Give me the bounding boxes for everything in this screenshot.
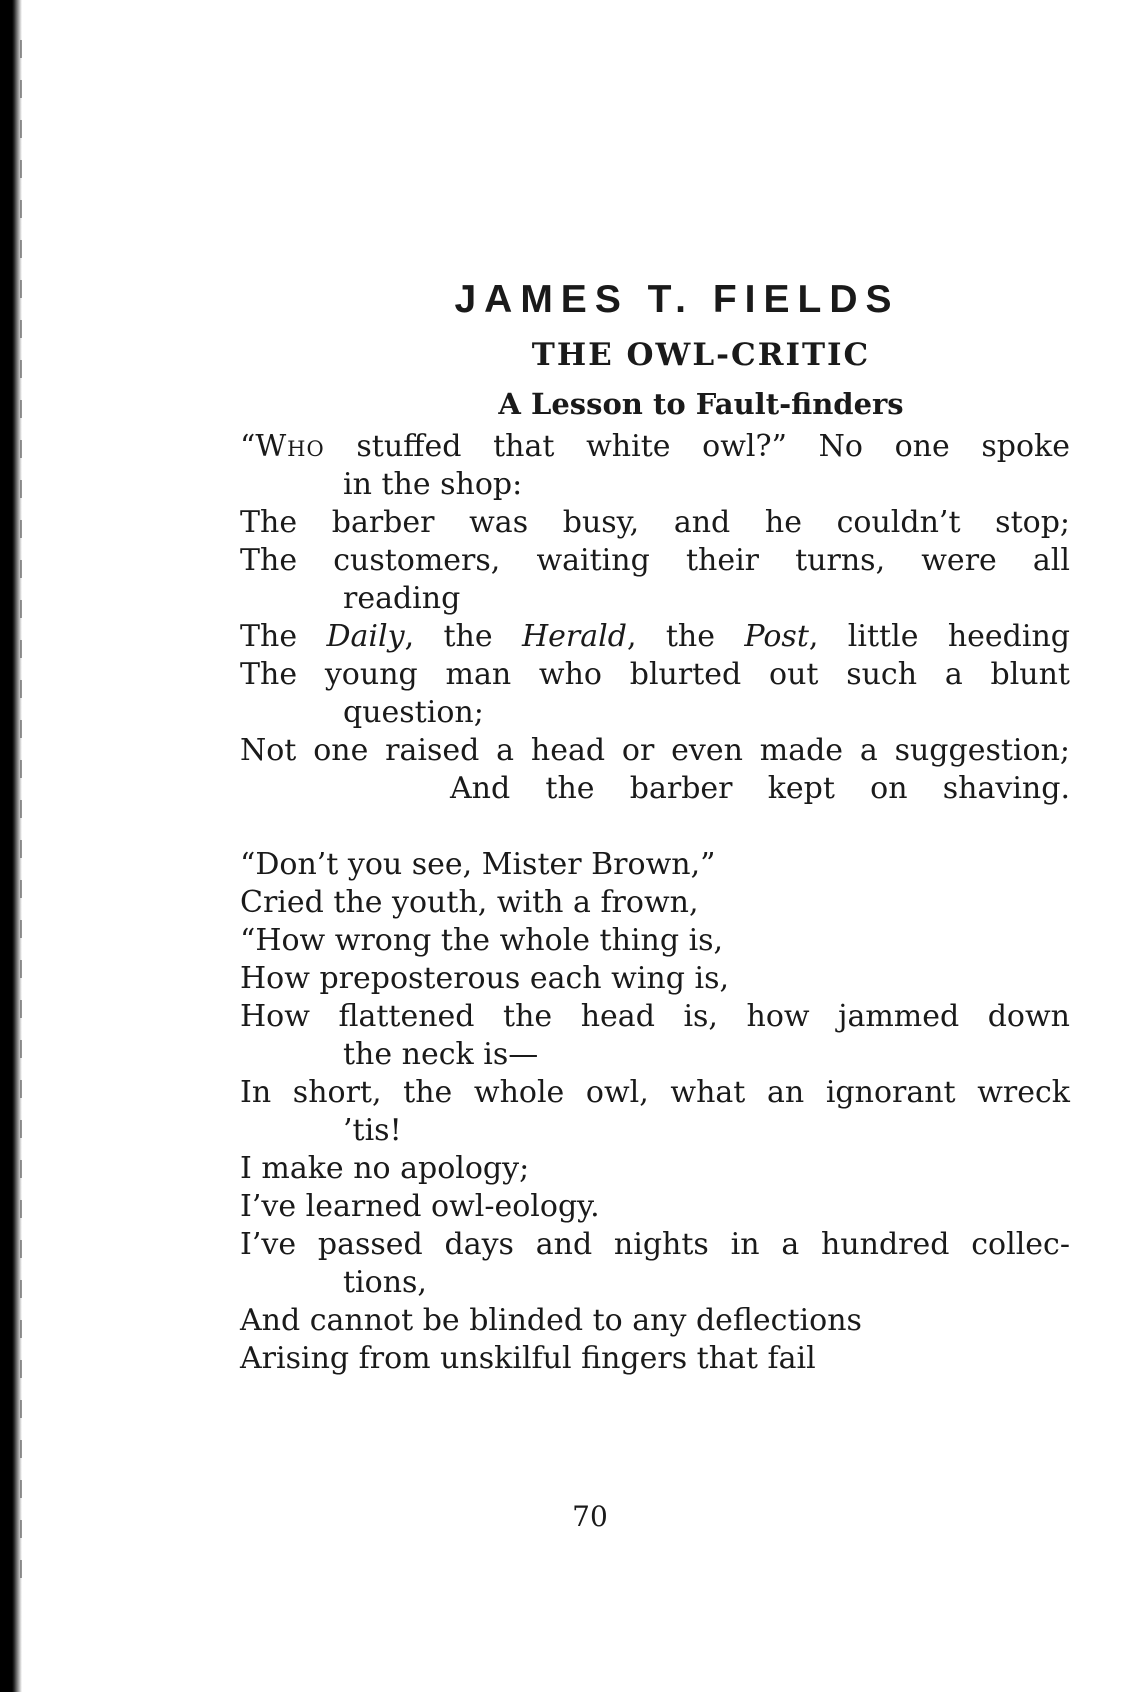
poem-line-continuation: tions, <box>343 1265 427 1300</box>
stanza-1 <box>240 428 1070 808</box>
newspaper-title: Post <box>744 619 809 654</box>
poem-line: “Who stuffed that white owl?” No one spoke <box>240 429 1070 464</box>
poem-line: The barber was busy, and he couldn’t stop; <box>240 505 1070 540</box>
poem-line: In short, the whole owl, what an ignorant wreck <box>240 1075 1070 1110</box>
poem-line: How flattened the head is, how jammed down <box>240 999 1070 1034</box>
page-number: 70 <box>572 1500 608 1533</box>
poem-line: I’ve passed days and nights in a hundred collec- <box>240 1227 1070 1262</box>
poem-line-continuation: ’tis! <box>343 1113 402 1148</box>
poem-line-continuation: in the shop: <box>343 467 523 502</box>
poem-line: The customers, waiting their turns, were all <box>240 543 1070 578</box>
book-page <box>240 270 1070 1378</box>
newspaper-title: Daily <box>326 619 405 654</box>
poem-line: Arising from unskilful fingers that fail <box>240 1341 816 1376</box>
poem-line: Cried the youth, with a frown, <box>240 885 699 920</box>
poem-line-continuation: the neck is— <box>343 1037 539 1072</box>
poem-line: “Don’t you see, Mister Brown,” <box>240 847 716 882</box>
poem-subtitle: A Lesson to Fault-finders <box>498 387 904 421</box>
poem-line: The Daily, the Herald, the Post, little heeding <box>240 619 1070 654</box>
poem-title: THE OWL-CRITIC <box>531 337 871 373</box>
author-heading: JAMES T. FIELDS <box>454 278 900 321</box>
poem-line-continuation: reading <box>343 581 461 616</box>
stanza-2 <box>240 846 1070 1378</box>
binding-edge <box>0 0 30 1692</box>
poem-line: “How wrong the whole thing is, <box>240 923 724 958</box>
poem-line-continuation: question; <box>343 695 484 730</box>
poem-line: Not one raised a head or even made a suggestion; <box>240 733 1070 768</box>
small-caps-word: Who <box>255 429 325 464</box>
poem-refrain: And the barber kept on shaving. <box>450 771 1070 806</box>
poem-line: I make no apology; <box>240 1151 530 1186</box>
poem-line: The young man who blurted out such a blunt <box>240 657 1070 692</box>
poem-line: I’ve learned owl-eology. <box>240 1189 600 1224</box>
newspaper-title: Herald <box>522 619 627 654</box>
poem-line: And cannot be blinded to any deflections <box>240 1303 862 1338</box>
stanza-break <box>240 808 1070 846</box>
poem-line: How preposterous each wing is, <box>240 961 730 996</box>
